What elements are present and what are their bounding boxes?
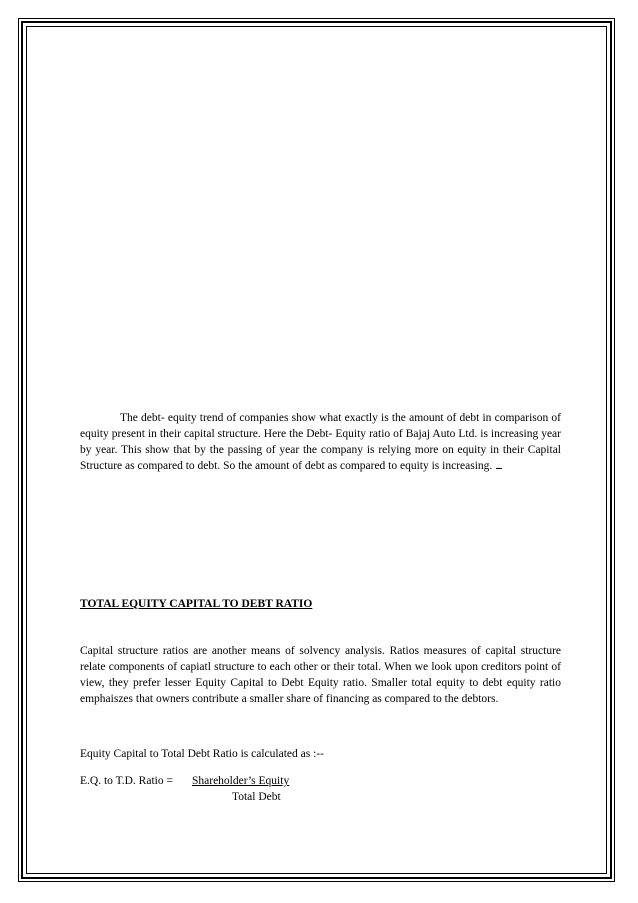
- section-heading-block: [80, 596, 561, 612]
- formula-block: [80, 773, 561, 809]
- trailing-underline-mark: [496, 458, 502, 469]
- calculation-intro-block: [80, 746, 561, 762]
- calculation-intro: Equity Capital to Total Debt Ratio is calculated as :--: [80, 748, 324, 760]
- debt-equity-paragraph-block: [80, 410, 561, 474]
- capital-structure-paragraph-block: [80, 643, 561, 707]
- section-heading: TOTAL EQUITY CAPITAL TO DEBT RATIO: [80, 598, 313, 610]
- formula-denominator: Total Debt: [232, 791, 281, 803]
- capital-structure-paragraph: Capital structure ratios are another means of solvency analysis. Ratios measures of capital structure relate components of capiatl structure to each other or their total. When we look upon creditors point of view, they prefer lesser Equity Capital to Debt Equity ratio. Smaller total equity to debt equity ratio emphaiszes that owners contribute a smaller share of financing as compared to the debtors.: [80, 645, 561, 705]
- formula-numerator: Shareholder’s Equity: [192, 775, 290, 787]
- debt-equity-paragraph: [80, 410, 561, 474]
- formula-lhs: E.Q. to T.D. Ratio =: [80, 775, 173, 787]
- debt-equity-paragraph-text: The debt- equity trend of companies show what exactly is the amount of debt in comparison of equity present in their capital structure. Here the Debt- Equity ratio of Bajaj Auto Ltd. is increasing year by year. This show that by the passing of year the company is relying more on equity in their Capital Structure as compared to debt. So the amount of debt as compared to equity is increasing.: [80, 412, 561, 472]
- formula-row: [80, 773, 561, 809]
